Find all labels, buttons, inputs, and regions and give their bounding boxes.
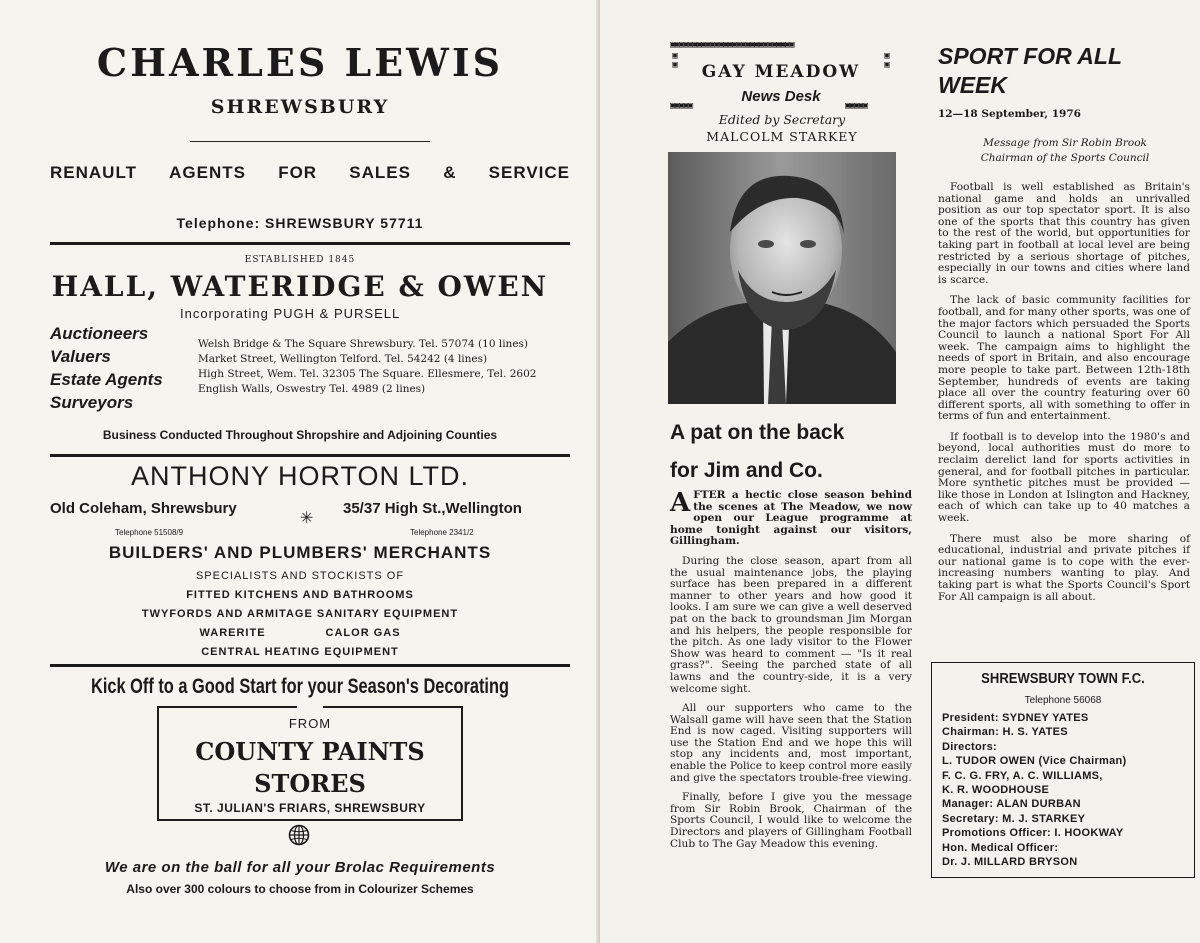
warerite-calor-line — [0, 624, 600, 643]
sport-for-all-title-line: WEEK — [938, 72, 1007, 98]
specialists-line: SPECIALISTS AND STOCKISTS OF — [195, 570, 405, 582]
address-line: English Walls, Oswestry Tel. 4989 (2 lines) — [198, 383, 426, 395]
renault-word: RENAULT — [50, 163, 137, 182]
charles-lewis-subtitle: SHREWSBURY — [210, 96, 390, 118]
anthony-horton-title: ANTHONY HORTON LTD. — [130, 461, 470, 491]
message-attribution — [950, 136, 1180, 166]
hall-wateridge-title: HALL, WATERIDGE & OWEN — [51, 270, 549, 303]
brolac-tagline: We are on the ball for all your Brolac Requirements — [104, 859, 496, 876]
message-line: Message from Sir Robin Brook — [983, 137, 1147, 149]
drop-cap: A — [670, 488, 691, 518]
sport-for-all-title — [938, 42, 1122, 100]
county-paints-name-line: COUNTY PAINTS — [195, 737, 425, 766]
official-line: Hon. Medical Officer: — [942, 841, 1059, 854]
county-paints-box — [157, 706, 463, 821]
masthead-subtitle: News Desk — [741, 88, 821, 105]
official-line: F. C. G. FRY, A. C. WILLIAMS, — [942, 769, 1103, 782]
role-item: Valuers — [50, 347, 111, 366]
renault-word: AGENTS — [169, 163, 246, 182]
sport-paragraph: There must also be more sharing of educational, industrial and private pitches if our national game is to cope with the ever-increasing numbers wanting to play. And taking part is what the Sports Council's Sport For All campaign is all about. — [938, 532, 1190, 603]
divider — [50, 242, 570, 245]
masthead-border: ▣▣▣▣▣ — [845, 101, 868, 111]
club-telephone: Telephone 56068 — [1024, 695, 1102, 706]
article-paragraph: Finally, before I give you the message from Sir Robin Brook, Chairman of the Sports Council, I would like to welcome the Directors and players of Gillingham Football Club to The Gay Meadow this evening. — [670, 791, 912, 850]
masthead-border: ▣ ▣ — [884, 51, 890, 70]
official-line: Manager: ALAN DURBAN — [942, 798, 1081, 811]
headline-line: A pat on the back — [670, 421, 845, 444]
official-line: Dr. J. MILLARD BRYSON — [942, 856, 1078, 869]
divider — [50, 454, 570, 457]
business-text: Business Conducted Throughout Shropshire and Adjoining Counties — [102, 428, 498, 442]
official-line: Promotions Officer: I. HOOKWAY — [942, 827, 1124, 840]
county-paints-name — [159, 736, 461, 800]
headline-line: for Jim and Co. — [670, 459, 823, 482]
divider — [50, 664, 570, 667]
official-line: Directors: — [942, 740, 997, 753]
sport-paragraph: Football is well established as Britain's national game and holds an unrivalled position as our top spectator sport. It is also one of the sports that this country has given to the rest of the world, but opportunities for taking part in football at local level are being restricted by a serious shortage of pitches, especially in our towns and cities where land is scarce. — [938, 181, 1190, 286]
charles-lewis-telephone: Telephone: SHREWSBURY 57711 — [176, 215, 424, 231]
warerite-text: WARERITE — [199, 627, 266, 639]
anthony-horton-right-address: 35/37 High St.,Wellington — [343, 500, 522, 517]
county-paints-address: ST. JULIAN'S FRIARS, SHREWSBURY — [194, 801, 426, 815]
club-officials-list — [942, 711, 1192, 869]
official-line: K. R. WOODHOUSE — [942, 784, 1050, 797]
edited-by: Edited by Secretary — [718, 112, 846, 127]
renault-line — [50, 163, 570, 183]
message-line: Chairman of the Sports Council — [980, 152, 1150, 164]
official-line: Chairman: H. S. YATES — [942, 726, 1068, 739]
address-list — [198, 337, 536, 397]
kickoff-heading: Kick Off to a Good Start for your Season's Decorating — [90, 675, 510, 698]
county-paints-name-line: STORES — [254, 769, 366, 798]
renault-word: FOR — [278, 163, 318, 182]
address-line: Market Street, Wellington Telford. Tel. 54242 (4 lines) — [198, 353, 488, 365]
from-text: FROM — [288, 716, 332, 731]
official-line: Secretary: M. J. STARKEY — [942, 812, 1086, 825]
renault-word: & — [443, 163, 457, 182]
masthead-border: ▣▣▣▣▣▣▣▣▣▣▣▣▣▣▣▣▣▣▣▣▣▣▣▣▣▣▣▣ — [670, 40, 794, 50]
gay-meadow-masthead — [670, 40, 892, 112]
masthead-border: ▣ ▣ — [672, 51, 678, 70]
article-paragraph: During the close season, apart from all the usual maintenance jobs, the playing surface has been prepared in a different manner to other years and how good it looks. I am sure we can give a well deserved pat on the back to groundsman Jim Morgan and his helpers, the people responsible for the pitch. As one lady visitor to the Flower Show was heard to comment — "Is it real grass?". Seeing the parched state of all lawns and the country-side, it is a very welcome sight. — [670, 554, 912, 695]
masthead-border: ▣▣▣▣▣ — [670, 101, 693, 111]
club-title: SHREWSBURY TOWN F.C. — [981, 671, 1145, 687]
sport-paragraph: The lack of basic community facilities for football, and for many other sports, was one of the major factors which persuaded the Sports Council to launch a national Sport For All week. The campaign aims to highlight the needs of sport in Britain, and also encourage more people to take part. Between 12th-18th September, hundreds of events are taking place all over the country featuring over 60 different sports, all with something to offer in terms of fun and entertainment. — [938, 294, 1190, 423]
masthead-title: GAY MEADOW — [701, 62, 861, 82]
twyfords-line: TWYFORDS AND ARMITAGE SANITARY EQUIPMENT — [141, 608, 459, 620]
roles-list — [50, 322, 163, 414]
football-globe-icon — [288, 824, 310, 846]
charles-lewis-title: CHARLES LEWIS — [96, 40, 504, 85]
address-line: High Street, Wem. Tel. 32305 The Square. Ellesmere, Tel. 2602 — [198, 368, 537, 380]
merchants-heading: BUILDERS' AND PLUMBERS' MERCHANTS — [108, 543, 492, 562]
divider — [190, 141, 430, 142]
anthony-horton-left-address: Old Coleham, Shrewsbury — [50, 500, 237, 517]
sport-for-all-body — [938, 182, 1190, 612]
anthony-horton-left-telephone: Telephone 51508/9 — [115, 528, 184, 537]
right-page — [600, 0, 1200, 943]
calor-text: CALOR GAS — [325, 627, 401, 639]
incorporating-text: Incorporating PUGH & PURSELL — [180, 306, 401, 321]
renault-word: SERVICE — [488, 163, 570, 182]
article-body — [670, 490, 912, 858]
kitchens-line: FITTED KITCHENS AND BATHROOMS — [186, 589, 414, 601]
role-item: Surveyors — [50, 393, 134, 412]
role-item: Auctioneers — [50, 324, 149, 343]
address-line: Welsh Bridge & The Square Shrewsbury. Tel. 57074 (10 lines) — [198, 338, 529, 350]
sport-for-all-title-line: SPORT FOR ALL — [938, 43, 1122, 69]
editor-name: MALCOLM STARKEY — [706, 129, 858, 144]
specialists-list — [0, 567, 600, 662]
club-officials-box — [931, 662, 1195, 878]
colours-line: Also over 300 colours to choose from in Colourizer Schemes — [126, 882, 474, 896]
anthony-horton-right-telephone: Telephone 2341/2 — [410, 528, 474, 537]
editor-photo — [668, 152, 896, 404]
sport-paragraph: If football is to develop into the 1980's and beyond, local authorities must do more to reclaim derelict land for sports activities in general, and for football pitches in particular. More synthetic pitches must be provided — like those in London at Islington and Hackney, each of which can take up to 40 matches a week. — [938, 430, 1190, 525]
role-item: Estate Agents — [50, 370, 163, 389]
established-text: ESTABLISHED 1845 — [244, 255, 356, 265]
renault-word: SALES — [349, 163, 411, 182]
article-paragraph: All our supporters who came to the Walsall game will have seen that the Station End is now caged. Visiting supporters will use the Station End and we hope this will stop any incidents and, most important, enable the Police to keep control more easily and give the spectators trouble-free viewing. — [670, 702, 912, 784]
article-headline — [670, 414, 910, 490]
official-line: L. TUDOR OWEN (Vice Chairman) — [942, 755, 1127, 768]
star-icon: ✳ — [300, 508, 314, 527]
article-lead: FTER a hectic close season behind the scenes at The Meadow, we now open our League programme at home tonight against our visitors, Gillingham. — [670, 489, 912, 548]
sport-for-all-dates: 12—18 September, 1976 — [938, 108, 1081, 120]
official-line: President: SYDNEY YATES — [942, 712, 1089, 724]
heating-line: CENTRAL HEATING EQUIPMENT — [201, 646, 399, 658]
